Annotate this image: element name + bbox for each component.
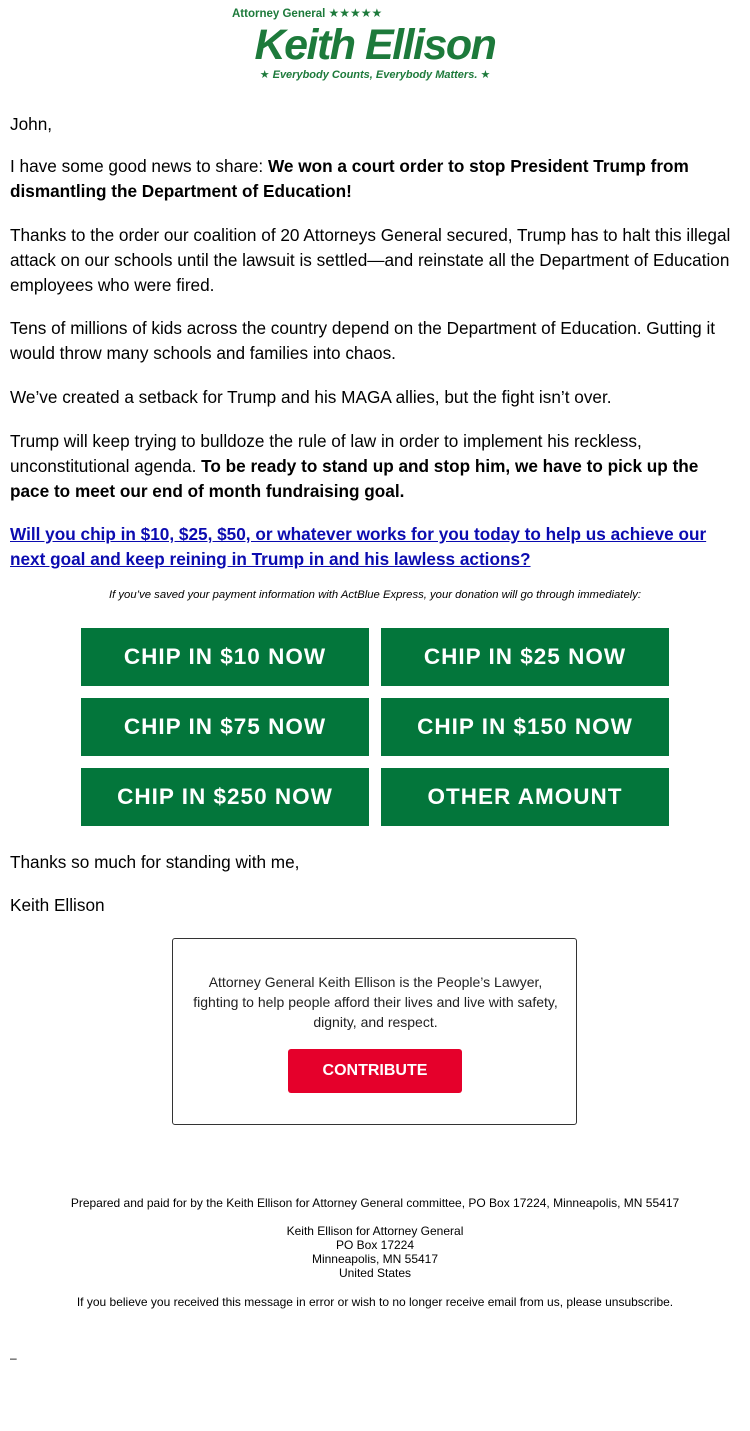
contribute-button[interactable]: CONTRIBUTE	[288, 1049, 462, 1093]
contribute-message	[183, 972, 568, 1032]
paragraph-1-bold: We won a court order to stop President Trump from dismantling the Department of Education!	[10, 156, 689, 201]
greeting: John,	[10, 114, 53, 134]
contribute-line-3: dignity, and respect.	[313, 1014, 438, 1030]
contribute-line-2: fighting to help people afford their lives and live with safety,	[193, 994, 558, 1010]
donate-ask-link[interactable]: Will you chip in $10, $25, $50, or whatever works for you today to help us achieve our next goal and keep reining in Trump in and his lawless actions?	[10, 524, 707, 569]
footer-disclaimer: Prepared and paid for by the Keith Ellison for Attorney General committee, PO Box 17224, Minneapolis, MN 55417	[70, 1196, 680, 1210]
chip-in-25-button[interactable]: CHIP IN $25 NOW	[381, 628, 669, 686]
chip-in-75-button[interactable]: CHIP IN $75 NOW	[81, 698, 369, 756]
footer-dash: –	[10, 1351, 17, 1365]
logo-small-title: Attorney General	[232, 8, 326, 20]
paragraph-4: We’ve created a setback for Trump and his MAGA allies, but the fight isn’t over.	[10, 387, 612, 407]
footer-po-box: PO Box 17224	[335, 1238, 415, 1252]
paragraph-5-text: Trump will keep trying to bulldoze the rule of law in order to implement his reckless, unconstitutional agenda.	[10, 431, 642, 476]
paragraph-2: Thanks to the order our coalition of 20 Attorneys General secured, Trump has to halt this illegal attack on our schools until the lawsuit is settled—and reinstate all the Department of Education employees who were fired.	[10, 225, 731, 295]
signature: Keith Ellison	[10, 895, 105, 915]
ask-paragraph	[10, 522, 742, 572]
paragraph-5	[10, 429, 742, 504]
paragraph-3: Tens of millions of kids across the country depend on the Department of Education. Gutting it would throw many schools and families into chaos.	[10, 318, 716, 363]
footer-org: Keith Ellison for Attorney General	[286, 1224, 464, 1238]
logo-stars-icon: ★★★★★	[328, 6, 383, 20]
footer-city: Minneapolis, MN 55417	[311, 1252, 439, 1266]
paragraph-1-text: I have some good news to share:	[10, 156, 268, 176]
chip-in-10-button[interactable]: CHIP IN $10 NOW	[81, 628, 369, 686]
chip-in-250-button[interactable]: CHIP IN $250 NOW	[81, 768, 369, 826]
paragraph-1	[10, 154, 742, 204]
chip-in-150-button[interactable]: CHIP IN $150 NOW	[381, 698, 669, 756]
footer-address	[0, 1224, 750, 1280]
unsubscribe-text[interactable]: If you believe you received this message in error or wish to no longer receive email from us, please unsubscribe.	[76, 1295, 674, 1309]
paragraph-5-bold: To be ready to stand up and stop him, we have to pick up the pace to meet our end of month fundraising goal.	[10, 456, 699, 501]
contribute-box	[172, 938, 577, 1125]
actblue-express-note: If you’ve saved your payment information with ActBlue Express, your donation will go through immediately:	[108, 589, 642, 601]
other-amount-button[interactable]: OTHER AMOUNT	[381, 768, 669, 826]
contribute-line-1: Attorney General Keith Ellison is the People’s Lawyer,	[208, 974, 543, 990]
logo-name: Keith Ellison	[254, 21, 496, 69]
logo-tagline: ★ Everybody Counts, Everybody Matters. ★	[259, 69, 491, 81]
campaign-logo	[0, 0, 750, 88]
closing: Thanks so much for standing with me,	[10, 852, 300, 872]
footer-country: United States	[338, 1266, 412, 1280]
